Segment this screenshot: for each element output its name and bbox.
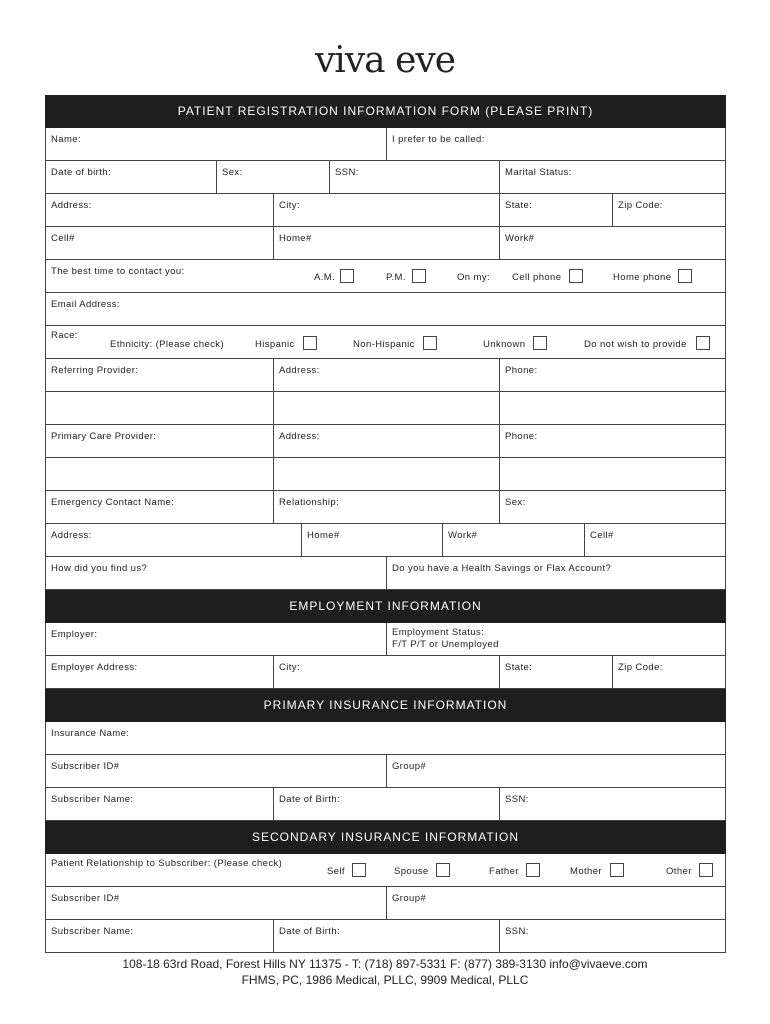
address-field[interactable] — [46, 194, 273, 226]
dob-field[interactable] — [46, 161, 216, 193]
cell-field[interactable] — [46, 227, 273, 259]
primary-care-address-label: Address: — [279, 431, 320, 442]
emergency-home-label: Home# — [307, 530, 340, 541]
am-checkbox[interactable] — [340, 269, 354, 283]
employer-label: Employer: — [51, 629, 98, 640]
name-field[interactable] — [46, 128, 386, 160]
secondary-subscriber-ssn-field[interactable] — [499, 920, 725, 952]
row-primary-care — [45, 425, 726, 458]
footer — [0, 956, 770, 988]
row-phones — [45, 227, 726, 260]
non-hispanic-checkbox[interactable] — [423, 336, 437, 350]
father-label: Father — [489, 866, 519, 877]
cell-label: Cell# — [51, 233, 75, 244]
employer-address-label: Employer Address: — [51, 662, 138, 673]
employer-city-label: City: — [279, 662, 300, 673]
primary-subscriber-name-field[interactable] — [46, 788, 273, 820]
primary-care-phone-label: Phone: — [505, 431, 538, 442]
emergency-sex-label: Sex: — [505, 497, 526, 508]
relationship-field[interactable] — [273, 491, 499, 523]
work-label: Work# — [505, 233, 535, 244]
secondary-subscriber-id-field[interactable] — [46, 887, 386, 919]
row-referring-2 — [45, 392, 726, 425]
primary-subscriber-name-label: Subscriber Name: — [51, 794, 134, 805]
marital-label: Marital Status: — [505, 167, 572, 178]
row-name — [45, 128, 726, 161]
non-hispanic-label: Non-Hispanic — [353, 339, 415, 350]
home-field[interactable] — [273, 227, 499, 259]
best-time-label: The best time to contact you: — [51, 266, 185, 277]
primary-care-phone-field[interactable] — [499, 425, 725, 457]
emergency-field[interactable] — [46, 491, 273, 523]
employer-state-label: State: — [505, 662, 533, 673]
row-emergency — [45, 491, 726, 524]
relationship-label: Relationship: — [279, 497, 340, 508]
primary-care-field-2[interactable] — [46, 458, 273, 490]
row-email — [45, 293, 726, 326]
emp-status-label: Employment Status: — [392, 627, 485, 638]
secondary-group-label: Group# — [392, 893, 427, 904]
primary-care-address-field-2[interactable] — [273, 458, 499, 490]
employer-zip-label: Zip Code: — [618, 662, 663, 673]
spouse-label: Spouse — [394, 866, 429, 877]
referring-address-field-2[interactable] — [273, 392, 499, 424]
city-field[interactable] — [273, 194, 499, 226]
ssn-label: SSN: — [335, 167, 359, 178]
employer-field[interactable] — [46, 623, 386, 655]
name-label: Name: — [51, 134, 81, 145]
emp-status-options: F/T P/T or Unemployed — [392, 639, 499, 650]
row-best-time — [45, 260, 726, 293]
on-my-label: On my: — [457, 272, 491, 283]
home-phone-checkbox[interactable] — [678, 269, 692, 283]
no-wish-checkbox[interactable] — [696, 336, 710, 350]
referring-field-2[interactable] — [46, 392, 273, 424]
row-race — [45, 326, 726, 359]
logo: viva eve — [314, 40, 456, 81]
row-secondary-subscriber-id — [45, 887, 726, 920]
insurance-name-field[interactable] — [46, 722, 725, 754]
emergency-address-field[interactable] — [46, 524, 301, 556]
employer-state-field[interactable] — [499, 656, 612, 688]
referring-phone-field-2[interactable] — [499, 392, 725, 424]
secondary-subscriber-ssn-label: SSN: — [505, 926, 529, 937]
row-employer — [45, 623, 726, 656]
hsa-field[interactable] — [386, 557, 725, 589]
ethnicity-label: Ethnicity: (Please check) — [110, 339, 225, 350]
preferred-name-field[interactable] — [386, 128, 725, 160]
home-label: Home# — [279, 233, 312, 244]
primary-group-label: Group# — [392, 761, 427, 772]
spouse-checkbox[interactable] — [436, 863, 450, 877]
primary-subscriber-ssn-field[interactable] — [499, 788, 725, 820]
primary-subscriber-id-field[interactable] — [46, 755, 386, 787]
hispanic-label: Hispanic — [255, 339, 295, 350]
emergency-label: Emergency Contact Name: — [51, 497, 175, 508]
other-label: Other — [666, 866, 692, 877]
footer-entities: FHMS, PC, 1986 Medical, PLLC, 9909 Medical, PLLC — [241, 973, 529, 987]
section-header-primary-insurance: PRIMARY INSURANCE INFORMATION — [45, 689, 726, 722]
employer-zip-field[interactable] — [612, 656, 725, 688]
emergency-address-label: Address: — [51, 530, 92, 541]
primary-care-address-field[interactable] — [273, 425, 499, 457]
zip-label: Zip Code: — [618, 200, 663, 211]
email-label: Email Address: — [51, 299, 120, 310]
referring-address-label: Address: — [279, 365, 320, 376]
employer-address-field[interactable] — [46, 656, 273, 688]
referring-label: Referring Provider: — [51, 365, 139, 376]
primary-subscriber-dob-field[interactable] — [273, 788, 499, 820]
row-primary-subscriber-id — [45, 755, 726, 788]
referring-address-field[interactable] — [273, 359, 499, 391]
dob-label: Date of birth: — [51, 167, 111, 178]
unknown-checkbox[interactable] — [533, 336, 547, 350]
how-find-label: How did you find us? — [51, 563, 148, 574]
section-header-patient: PATIENT REGISTRATION INFORMATION FORM (PLEASE PRINT) — [45, 95, 726, 128]
self-checkbox[interactable] — [352, 863, 366, 877]
referring-field[interactable] — [46, 359, 273, 391]
unknown-label: Unknown — [483, 339, 526, 350]
emergency-work-label: Work# — [448, 530, 478, 541]
primary-group-field[interactable] — [386, 755, 725, 787]
row-employer-address — [45, 656, 726, 689]
sex-label: Sex: — [222, 167, 243, 178]
race-label: Race: — [51, 330, 78, 341]
row-primary-subscriber-name — [45, 788, 726, 821]
hsa-label: Do you have a Health Savings or Flax Account? — [392, 563, 612, 574]
section-header-secondary-insurance: SECONDARY INSURANCE INFORMATION — [45, 821, 726, 854]
city-label: City: — [279, 200, 300, 211]
no-wish-label: Do not wish to provide — [584, 339, 687, 350]
work-field[interactable] — [499, 227, 725, 259]
row-how-find — [45, 557, 726, 590]
pm-label: P.M. — [386, 272, 406, 283]
primary-subscriber-dob-label: Date of Birth: — [279, 794, 341, 805]
secondary-subscriber-name-field[interactable] — [46, 920, 273, 952]
mother-checkbox[interactable] — [610, 863, 624, 877]
father-checkbox[interactable] — [526, 863, 540, 877]
emergency-sex-field[interactable] — [499, 491, 725, 523]
preferred-name-label: I prefer to be called: — [392, 134, 485, 145]
am-label: A.M. — [314, 272, 336, 283]
employer-city-field[interactable] — [273, 656, 499, 688]
cell-phone-checkbox[interactable] — [569, 269, 583, 283]
row-insurance-name — [45, 722, 726, 755]
how-find-field[interactable] — [46, 557, 386, 589]
sex-field[interactable] — [216, 161, 329, 193]
emergency-cell-field[interactable] — [584, 524, 725, 556]
row-patient-relationship — [45, 854, 726, 887]
row-dob — [45, 161, 726, 194]
secondary-group-field[interactable] — [386, 887, 725, 919]
other-checkbox[interactable] — [699, 863, 713, 877]
emergency-work-field[interactable] — [442, 524, 584, 556]
ssn-field[interactable] — [329, 161, 499, 193]
row-referring — [45, 359, 726, 392]
primary-subscriber-ssn-label: SSN: — [505, 794, 529, 805]
footer-address: 108-18 63rd Road, Forest Hills NY 11375 - T: (718) 897-5331 F: (877) 389-3130 info@vivaeve.com — [122, 957, 648, 971]
registration-form — [45, 95, 726, 953]
secondary-subscriber-dob-field[interactable] — [273, 920, 499, 952]
emergency-home-field[interactable] — [301, 524, 442, 556]
secondary-subscriber-id-label: Subscriber ID# — [51, 893, 120, 904]
section-header-employment: EMPLOYMENT INFORMATION — [45, 590, 726, 623]
pm-checkbox[interactable] — [412, 269, 426, 283]
self-label: Self — [327, 866, 345, 877]
row-emergency-address — [45, 524, 726, 557]
primary-care-phone-field-2[interactable] — [499, 458, 725, 490]
email-field[interactable] — [46, 293, 725, 325]
cell-phone-label: Cell phone — [512, 272, 562, 283]
hispanic-checkbox[interactable] — [303, 336, 317, 350]
patient-rel-label: Patient Relationship to Subscriber: (Please check) — [51, 858, 283, 869]
row-primary-care-2 — [45, 458, 726, 491]
emp-status-field[interactable] — [386, 623, 725, 655]
home-phone-label: Home phone — [613, 272, 672, 283]
mother-label: Mother — [570, 866, 602, 877]
secondary-subscriber-dob-label: Date of Birth: — [279, 926, 341, 937]
zip-field[interactable] — [612, 194, 725, 226]
insurance-name-label: Insurance Name: — [51, 728, 130, 739]
primary-care-field[interactable] — [46, 425, 273, 457]
referring-phone-field[interactable] — [499, 359, 725, 391]
row-secondary-subscriber-name — [45, 920, 726, 953]
state-label: State: — [505, 200, 533, 211]
secondary-subscriber-name-label: Subscriber Name: — [51, 926, 134, 937]
referring-phone-label: Phone: — [505, 365, 538, 376]
emergency-cell-label: Cell# — [590, 530, 614, 541]
state-field[interactable] — [499, 194, 612, 226]
row-address — [45, 194, 726, 227]
primary-subscriber-id-label: Subscriber ID# — [51, 761, 120, 772]
marital-field[interactable] — [499, 161, 725, 193]
address-label: Address: — [51, 200, 92, 211]
primary-care-label: Primary Care Provider: — [51, 431, 157, 442]
